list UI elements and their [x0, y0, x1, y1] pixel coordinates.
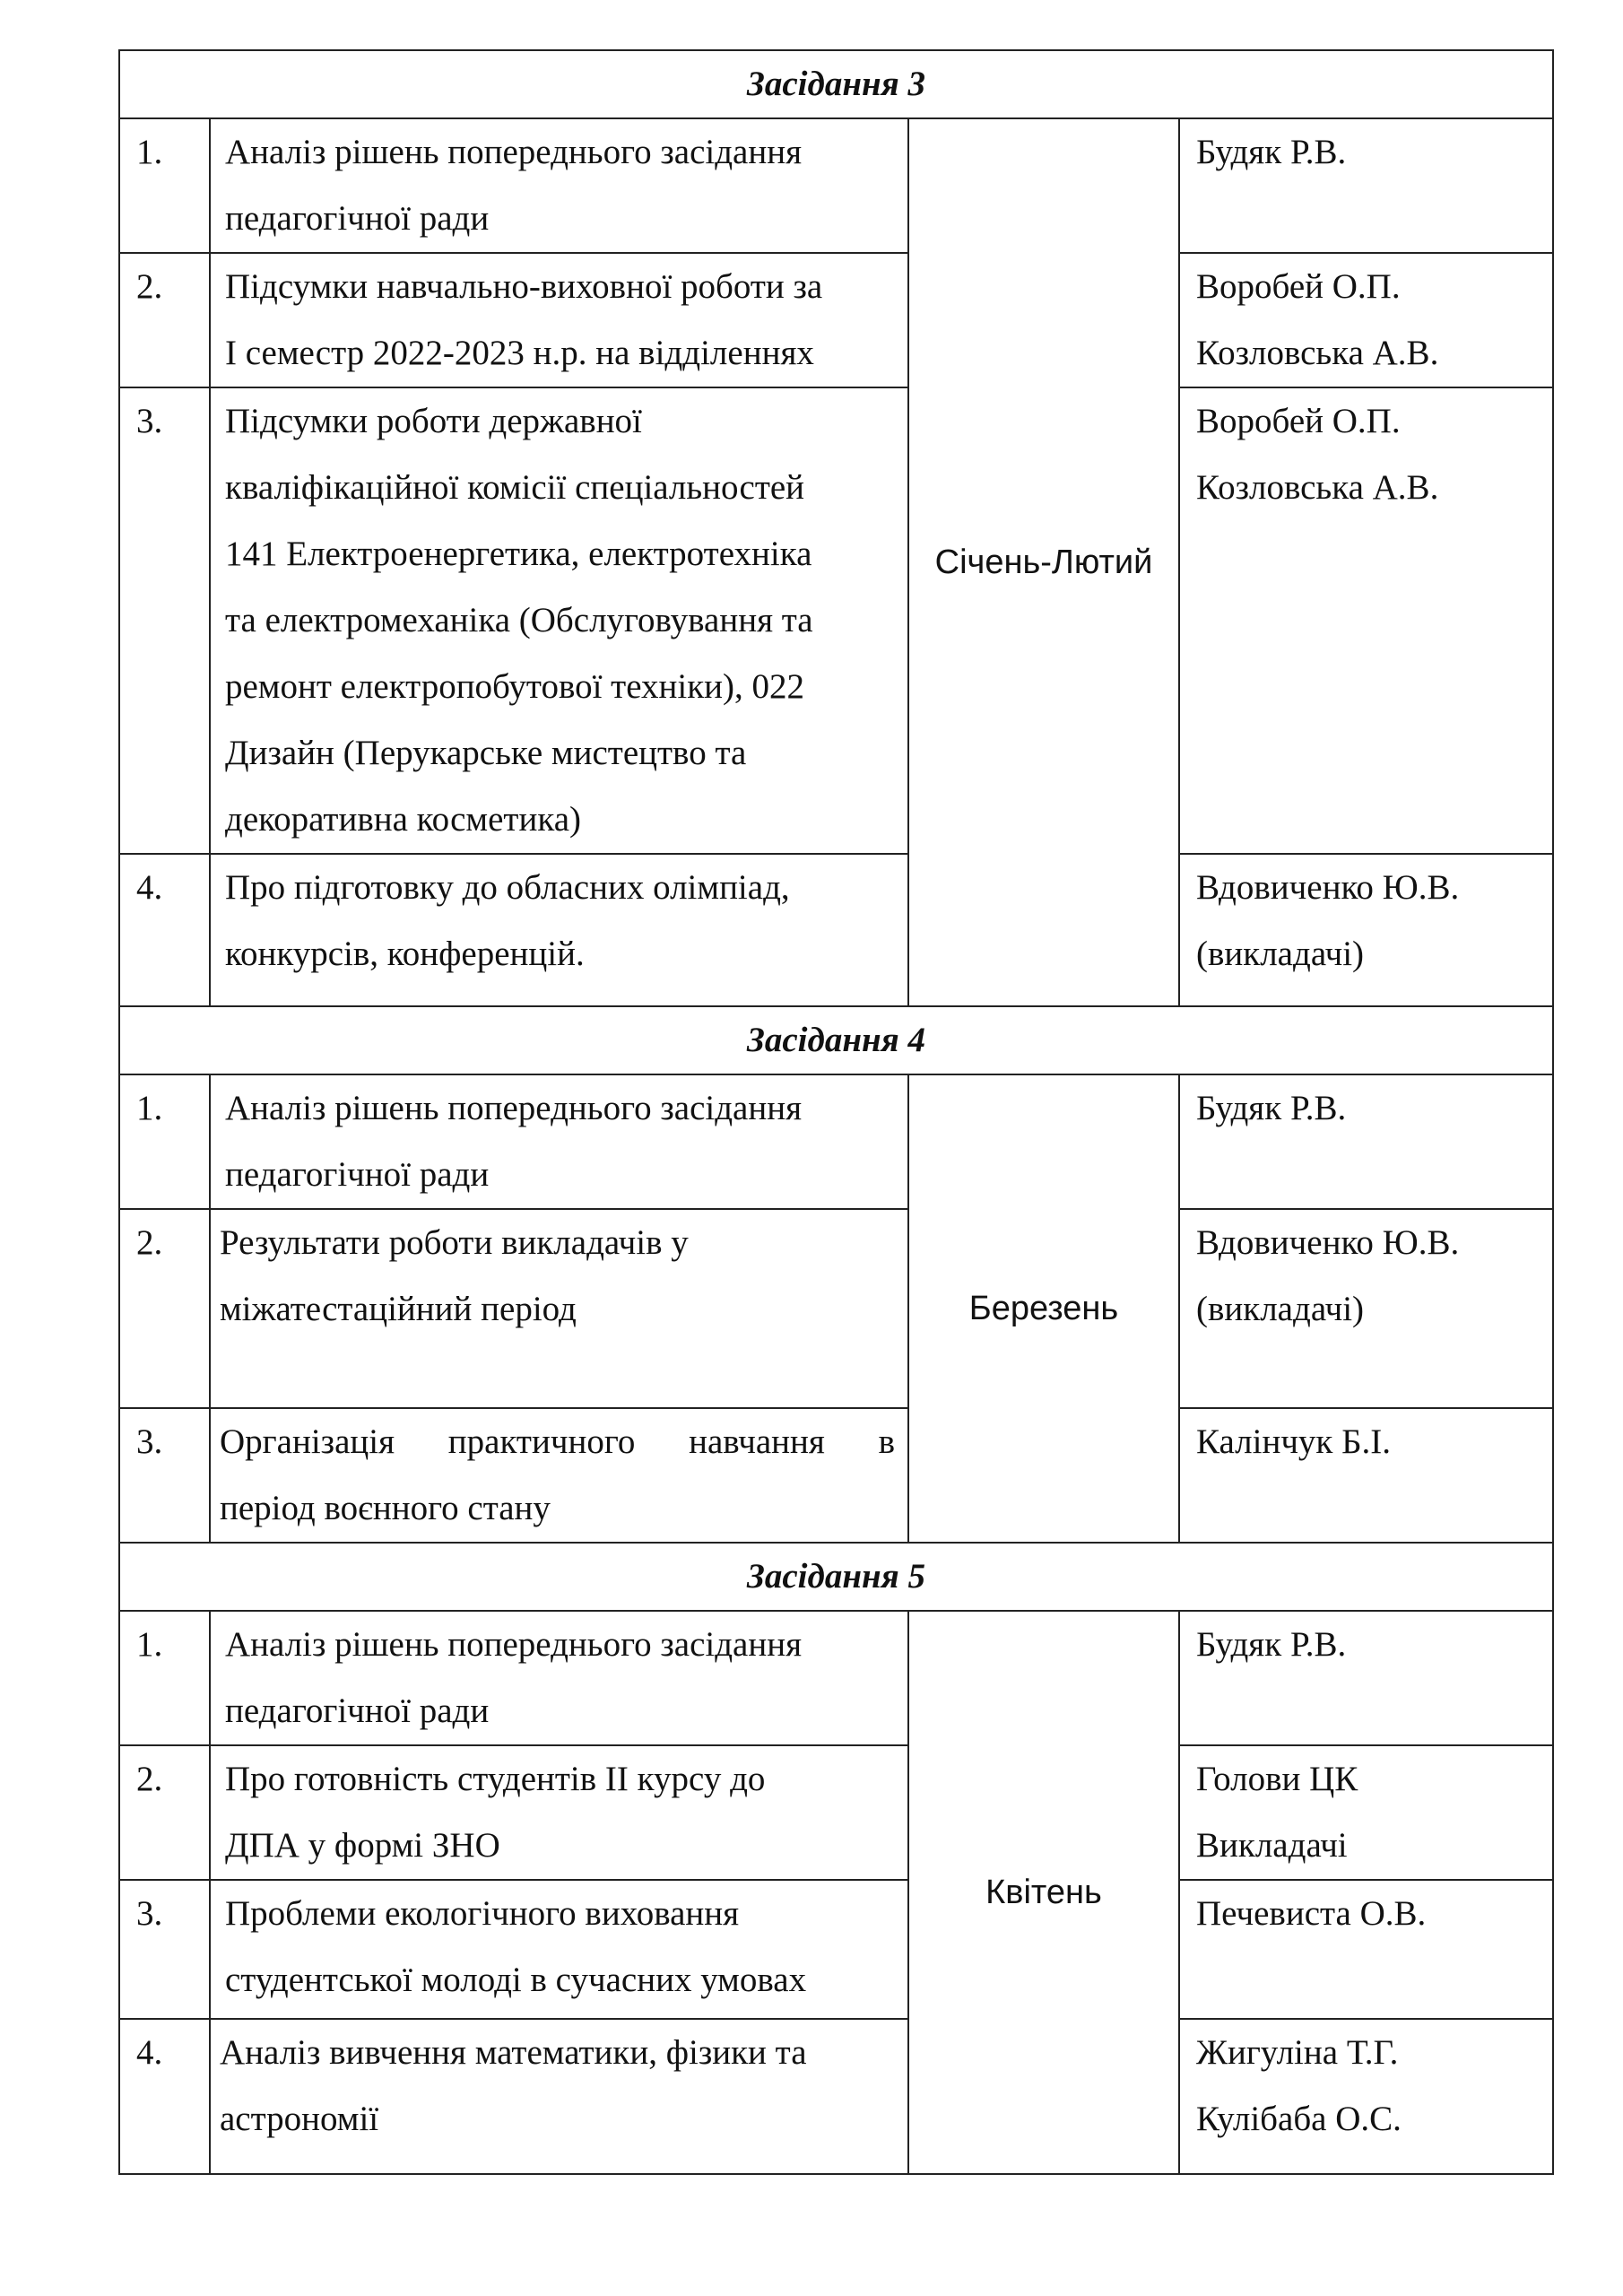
topic-line: Аналіз вивчення математики, фізики та: [220, 2033, 807, 2072]
topic-line: студентської молоді в сучасних умовах: [225, 1961, 807, 1999]
item-term: Березень: [908, 1074, 1179, 1543]
topic-line: Про підготовку до обласних олімпіад,: [225, 868, 790, 907]
item-topic: [210, 1408, 908, 1543]
responsible-line: Козловська А.В.: [1196, 468, 1439, 507]
topic-line: педагогічної ради: [225, 199, 490, 238]
item-number: 2.: [119, 253, 210, 387]
item-responsible: [1179, 1209, 1553, 1408]
item-responsible: [1179, 387, 1553, 854]
item-number: 4.: [119, 854, 210, 1006]
item-term: Квітень: [908, 1611, 1179, 2174]
item-number: 2.: [119, 1745, 210, 1880]
item-topic: [210, 1745, 908, 1880]
topic-line: Аналіз рішень попереднього засідання: [225, 133, 803, 171]
responsible-line: (викладачі): [1196, 1290, 1365, 1328]
item-topic: [210, 1611, 908, 1745]
responsible-line: Будяк Р.В.: [1196, 1625, 1347, 1664]
topic-line: ДПА у формі ЗНО: [225, 1826, 500, 1865]
responsible-line: Воробей О.П.: [1196, 267, 1401, 306]
item-topic: [210, 1209, 908, 1408]
topic-line: Аналіз рішень попереднього засідання: [225, 1625, 803, 1664]
item-number: 3.: [119, 387, 210, 854]
section-title: Засідання 5: [119, 1543, 1553, 1611]
item-topic: [210, 118, 908, 253]
responsible-line: Козловська А.В.: [1196, 334, 1439, 372]
responsible-line: Печевиста О.В.: [1196, 1894, 1427, 1933]
topic-line: Дизайн (Перукарське мистецтво та: [225, 734, 747, 772]
responsible-line: Будяк Р.В.: [1196, 1089, 1347, 1127]
topic-line: період воєнного стану: [220, 1489, 551, 1527]
item-topic: [210, 854, 908, 1006]
item-term: Січень-Лютий: [908, 118, 1179, 1006]
item-topic: [210, 1074, 908, 1209]
item-responsible: [1179, 253, 1553, 387]
topic-line: Підсумки навчально-виховної роботи за: [225, 267, 823, 306]
topic-line: конкурсів, конференцій.: [225, 935, 585, 973]
section-title: Засідання 3: [119, 50, 1553, 118]
item-responsible: [1179, 1074, 1553, 1209]
item-number: 2.: [119, 1209, 210, 1408]
topic-line: Проблеми екологічного виховання: [225, 1894, 740, 1933]
item-topic: [210, 387, 908, 854]
responsible-line: Викладачі: [1196, 1826, 1348, 1865]
item-number: 1.: [119, 118, 210, 253]
item-responsible: [1179, 1408, 1553, 1543]
item-topic: [210, 2019, 908, 2174]
responsible-line: Вдовиченко Ю.В.: [1196, 868, 1460, 907]
item-topic: [210, 253, 908, 387]
topic-line: педагогічної ради: [225, 1155, 490, 1194]
topic-line: ремонт електропобутової техніки), 022: [225, 667, 805, 706]
item-number: 1.: [119, 1611, 210, 1745]
item-topic: [210, 1880, 908, 2019]
topic-line: Організація практичного навчання в: [220, 1422, 895, 1461]
item-number: 3.: [119, 1880, 210, 2019]
responsible-line: Вдовиченко Ю.В.: [1196, 1223, 1460, 1262]
section-title: Засідання 4: [119, 1006, 1553, 1074]
topic-line: Аналіз рішень попереднього засідання: [225, 1089, 803, 1127]
topic-line: астрономії: [220, 2100, 379, 2138]
topic-line: декоративна косметика): [225, 800, 581, 839]
item-number: 3.: [119, 1408, 210, 1543]
topic-line: міжатестаційний період: [220, 1290, 577, 1328]
responsible-line: Калінчук Б.І.: [1196, 1422, 1392, 1461]
responsible-line: Жигуліна Т.Г.: [1196, 2033, 1399, 2072]
responsible-line: Голови ЦК: [1196, 1760, 1358, 1798]
item-responsible: [1179, 2019, 1553, 2174]
item-responsible: [1179, 1611, 1553, 1745]
topic-line: Підсумки роботи державної: [225, 402, 642, 440]
item-responsible: [1179, 118, 1553, 253]
topic-line: І семестр 2022-2023 н.р. на відділеннях: [225, 334, 814, 372]
item-number: 4.: [119, 2019, 210, 2174]
topic-line: кваліфікаційної комісії спеціальностей: [225, 468, 805, 507]
item-responsible: [1179, 1880, 1553, 2019]
topic-line: Результати роботи викладачів у: [220, 1223, 689, 1262]
topic-line: Про готовність студентів ІІ курсу до: [225, 1760, 766, 1798]
topic-line: 141 Електроенергетика, електротехніка: [225, 535, 812, 573]
topic-line: та електромеханіка (Обслуговування та: [225, 601, 813, 639]
item-number: 1.: [119, 1074, 210, 1209]
item-responsible: [1179, 1745, 1553, 1880]
responsible-line: Воробей О.П.: [1196, 402, 1401, 440]
meetings-plan-table: [118, 49, 1554, 2175]
topic-line: педагогічної ради: [225, 1692, 490, 1730]
responsible-line: (викладачі): [1196, 935, 1365, 973]
responsible-line: Кулібаба О.С.: [1196, 2100, 1402, 2138]
responsible-line: Будяк Р.В.: [1196, 133, 1347, 171]
item-responsible: [1179, 854, 1553, 1006]
